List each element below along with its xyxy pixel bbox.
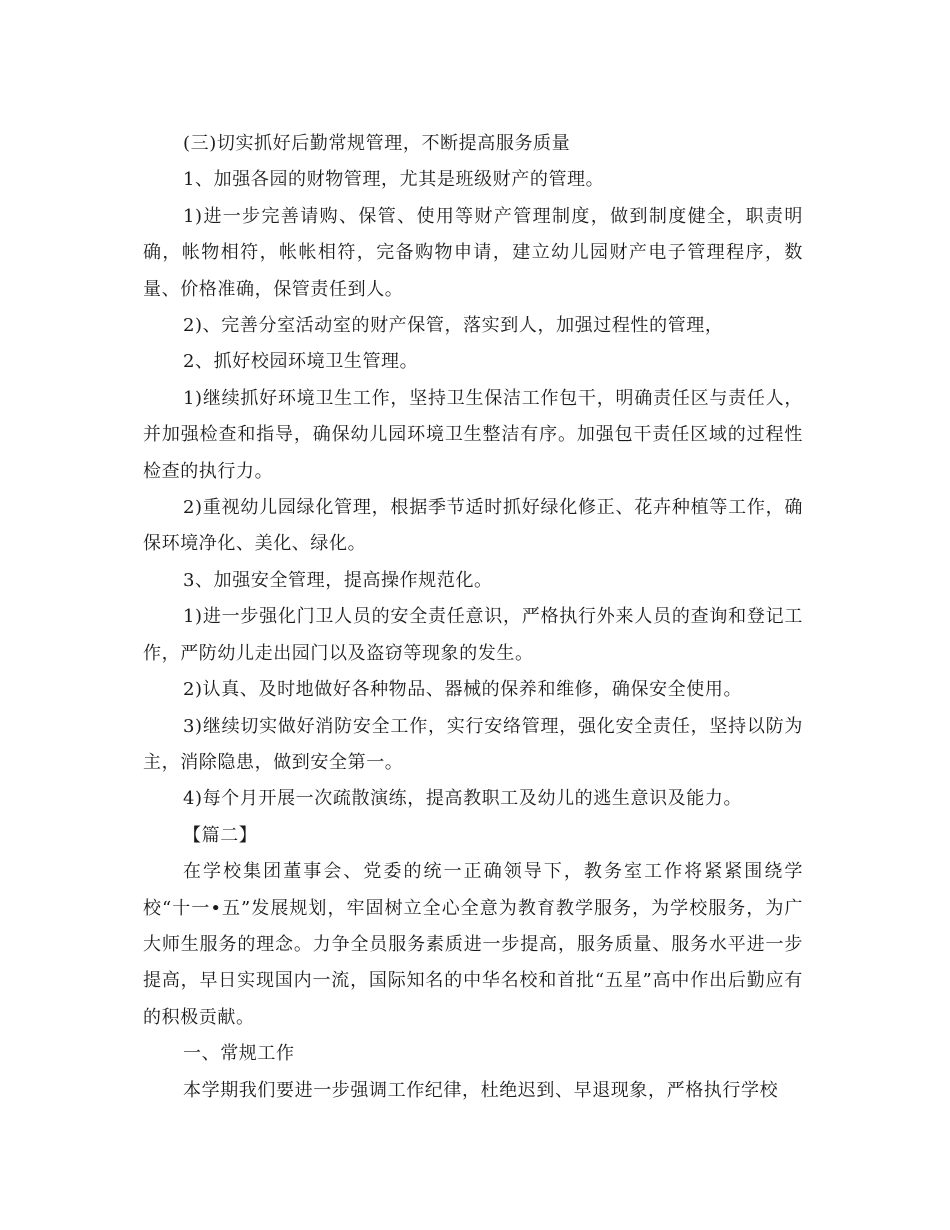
list-item: 2、抓好校园环境卫生管理。: [183, 351, 419, 373]
part-heading: 【篇二】: [183, 824, 258, 846]
paragraph: 4)每个月开展一次疏散演练，提高教职工及幼儿的逃生意识及能力。: [183, 788, 743, 810]
document-body: [143, 126, 803, 1109]
paragraph: 3)继续切实做好消防安全工作，实行安络管理，强化安全责任，坚持以防为主，消除隐患，做到安全第一。: [143, 715, 803, 773]
paragraph: 1)进一步完善请购、保管、使用等财产管理制度，做到制度健全，职责明确，帐物相符，帐帐相符，完备购物申请，建立幼儿园财产电子管理程序，数量、价格准确，保管责任到人。: [143, 205, 803, 300]
paragraph: 2)、完善分室活动室的财产保管，落实到人，加强过程性的管理，: [183, 315, 724, 337]
paragraph: 本学期我们要进一步强调工作纪律，杜绝迟到、早退现象，严格执行学校: [183, 1079, 779, 1101]
section-heading: (三)切实抓好后勤常规管理，不断提高服务质量: [183, 133, 571, 154]
paragraph: 在学校集团董事会、党委的统一正确领导下，教务室工作将紧紧围绕学校“十一•五”发展规划，牢固树立全心全意为教育教学服务，为学校服务，为广大师生服务的理念。力争全员服务素质进一步提高，服务质量、服务水平进一步提高，早日实现国内一流，国际知名的中华名校和首批“五星”高中作出后勤应有的积极贡献。: [143, 861, 803, 1028]
list-item: 3、加强安全管理，提高操作规范化。: [183, 569, 493, 591]
paragraph: 2)认真、及时地做好各种物品、器械的保养和维修，确保安全使用。: [183, 679, 743, 701]
list-item: 1、加强各园的财物管理，尤其是班级财产的管理。: [183, 169, 605, 191]
paragraph: 2)重视幼儿园绿化管理，根据季节适时抓好绿化修正、花卉种植等工作，确保环境净化、美化、绿化。: [143, 497, 803, 555]
paragraph: 1)进一步强化门卫人员的安全责任意识，严格执行外来人员的查询和登记工作，严防幼儿走出园门以及盗窃等现象的发生。: [143, 606, 803, 664]
paragraph: 1)继续抓好环境卫生工作，坚持卫生保洁工作包干，明确责任区与责任人，并加强检查和指导，确保幼儿园环境卫生整洁有序。加强包干责任区域的过程性检查的执行力。: [143, 387, 803, 482]
section-heading: 一、常规工作: [183, 1043, 295, 1065]
